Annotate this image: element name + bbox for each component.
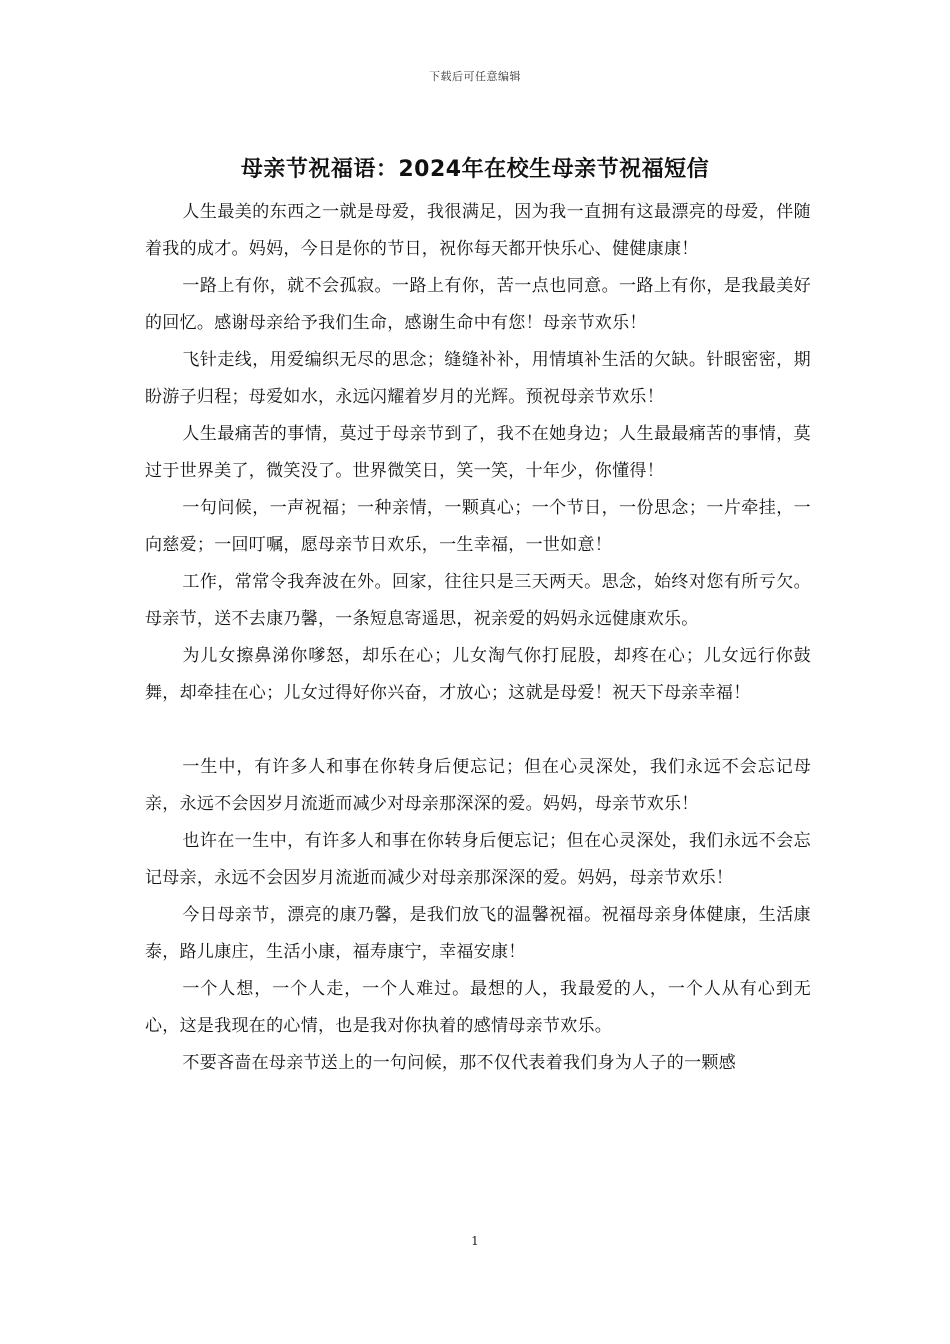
page-number: 1 <box>471 1234 479 1248</box>
paragraph: 一个人想，一个人走，一个人难过。最想的人，我最爱的人，一个人从有心到无心，这是我现在的心情，也是我对你执着的感情母亲节欢乐。 <box>145 979 811 1036</box>
paragraph: 一路上有你，就不会孤寂。一路上有你，苦一点也同意。一路上有你，是我最美好的回忆。感谢母亲给予我们生命，感谢生命中有您！母亲节欢乐！ <box>145 276 811 333</box>
paragraph: 一生中，有许多人和事在你转身后便忘记；但在心灵深处，我们永远不会忘记母亲，永远不会因岁月流逝而减少对母亲那深深的爱。妈妈，母亲节欢乐！ <box>145 757 811 814</box>
document-body <box>145 194 811 1082</box>
paragraph: 也许在一生中，有许多人和事在你转身后便忘记；但在心灵深处，我们永远不会忘记母亲，永远不会因岁月流逝而减少对母亲那深深的爱。妈妈，母亲节欢乐！ <box>145 831 811 888</box>
paragraph: 人生最痛苦的事情，莫过于母亲节到了，我不在她身边；人生最最痛苦的事情，莫过于世界美了，微笑没了。世界微笑日，笑一笑，十年少，你懂得！ <box>145 424 811 481</box>
paragraph: 为儿女擦鼻涕你嗲怒，却乐在心；儿女淘气你打屁股，却疼在心；儿女远行你鼓舞，却牵挂在心；儿女过得好你兴奋，才放心；这就是母爱！祝天下母亲幸福！ <box>145 646 811 703</box>
paragraph: 不要吝啬在母亲节送上的一句问候，那不仅代表着我们身为人子的一颗感 <box>182 1053 736 1073</box>
paragraph: 人生最美的东西之一就是母爱，我很满足，因为我一直拥有这最漂亮的母爱，伴随着我的成才。妈妈，今日是你的节日，祝你每天都开快乐心、健健康康！ <box>145 202 811 259</box>
header-note: 下载后可任意编辑 <box>429 70 521 83</box>
paragraph-gap <box>145 712 811 749</box>
paragraph: 一句问候，一声祝福；一种亲情，一颗真心；一个节日，一份思念；一片牵挂，一向慈爱；一回叮嘱，愿母亲节日欢乐，一生幸福，一世如意！ <box>145 498 811 555</box>
paragraph: 今日母亲节，漂亮的康乃馨，是我们放飞的温馨祝福。祝福母亲身体健康，生活康泰，路儿康庄，生活小康，福寿康宁，幸福安康！ <box>145 905 811 962</box>
paragraph: 工作，常常令我奔波在外。回家，往往只是三天两天。思念，始终对您有所亏欠。母亲节，送不去康乃馨，一条短息寄遥思，祝亲爱的妈妈永远健康欢乐。 <box>145 572 811 629</box>
document-title: 母亲节祝福语：2024年在校生母亲节祝福短信 <box>240 157 710 182</box>
paragraph: 飞针走线，用爱编织无尽的思念；缝缝补补，用情填补生活的欠缺。针眼密密，期盼游子归程；母爱如水，永远闪耀着岁月的光辉。预祝母亲节欢乐！ <box>145 350 811 407</box>
